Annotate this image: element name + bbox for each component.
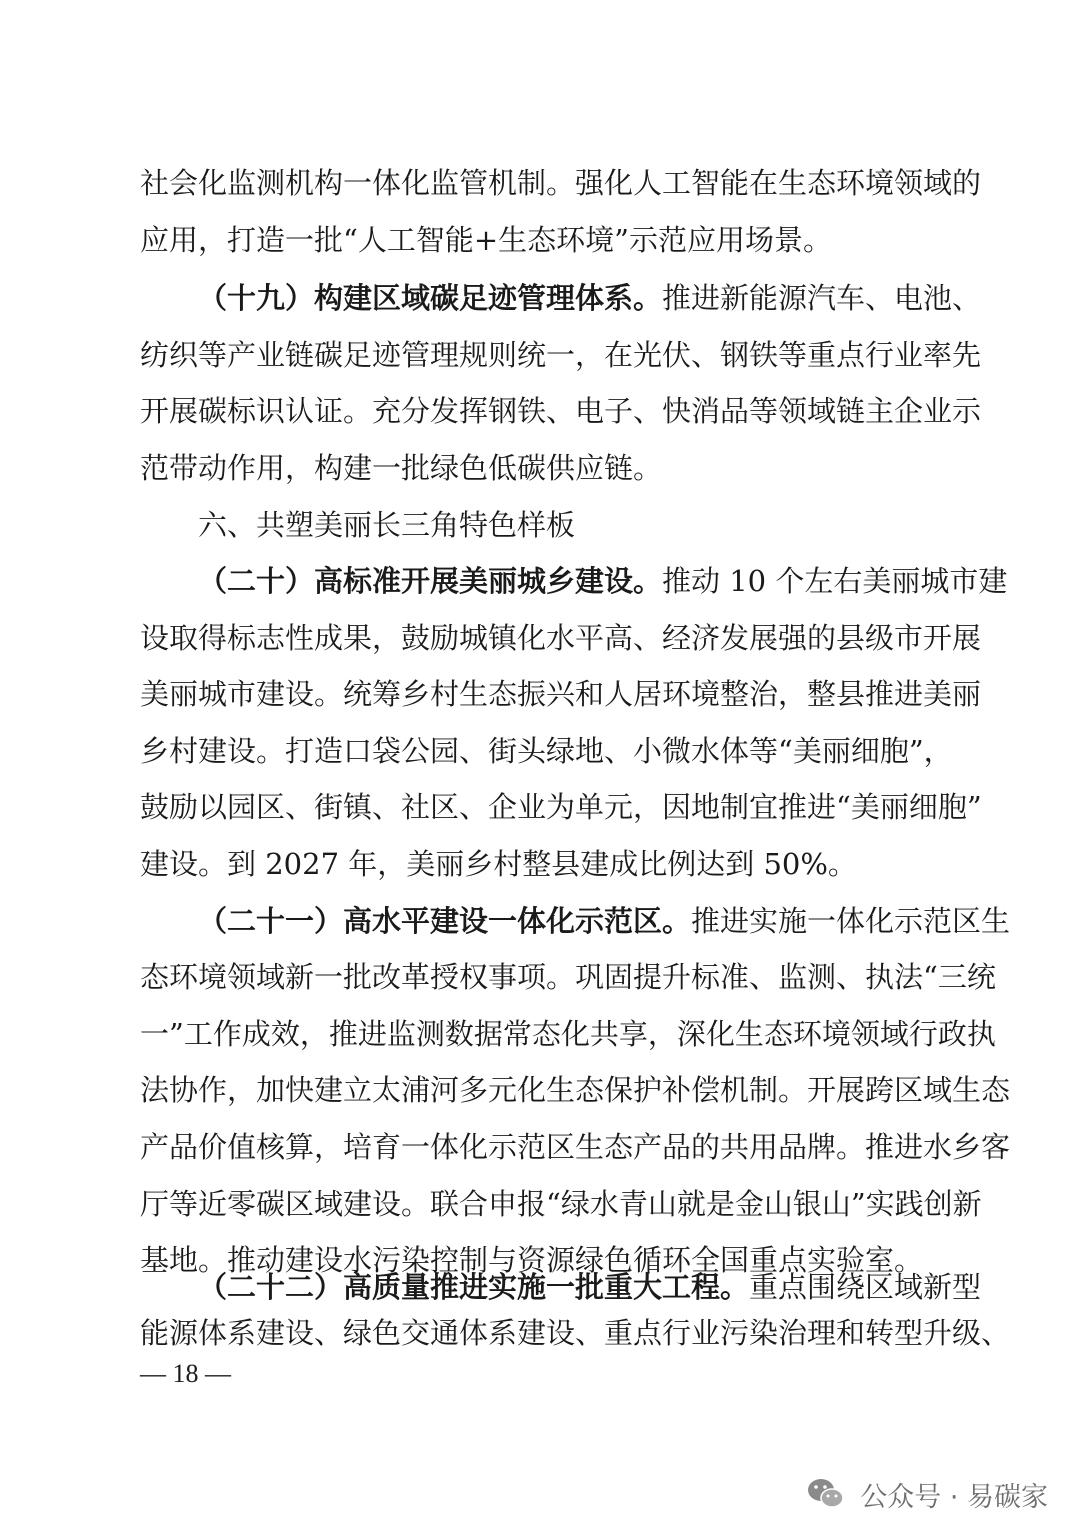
watermark bbox=[806, 1472, 1048, 1516]
body-text: 推动 10 个左右美丽城市建 bbox=[662, 564, 1008, 598]
body-text: 推进新能源汽车、电池、 bbox=[662, 281, 982, 315]
body-line: 能源体系建设、绿色交通体系建设、重点行业污染治理和转型升级、 bbox=[140, 1316, 1011, 1350]
section-paragraph-22 bbox=[198, 1270, 982, 1304]
body-line: 法协作，加快建立太浦河多元化生态保护补偿机制。开展跨区域生态 bbox=[140, 1073, 1011, 1107]
body-line: 产品价值核算，培育一体化示范区生态产品的共用品牌。推进水乡客 bbox=[140, 1130, 1011, 1164]
section-paragraph-20 bbox=[198, 564, 1008, 598]
section-paragraph-19 bbox=[198, 281, 982, 315]
section-heading: （二十）高标准开展美丽城乡建设。 bbox=[198, 564, 663, 598]
body-line: 范带动作用，构建一批绿色低碳供应链。 bbox=[140, 451, 663, 485]
body-line: 社会化监测机构一体化监管机制。强化人工智能在生态环境领域的 bbox=[140, 166, 982, 200]
body-line: 鼓励以园区、街镇、社区、企业为单元，因地制宜推进“美丽细胞” bbox=[140, 790, 982, 824]
section-heading: （二十一）高水平建设一体化示范区。 bbox=[198, 904, 692, 938]
section-paragraph-21 bbox=[198, 904, 1011, 938]
page-number: — 18 — bbox=[140, 1359, 231, 1388]
body-line: 一”工作成效，推进监测数据常态化共享，深化生态环境领域行政执 bbox=[140, 1017, 996, 1051]
body-text: 推进实施一体化示范区生 bbox=[691, 904, 1011, 938]
body-line: 开展碳标识认证。充分发挥钢铁、电子、快消品等领域链主企业示 bbox=[140, 394, 982, 428]
body-line: 基地。推动建设水污染控制与资源绿色循环全国重点实验室。 bbox=[140, 1243, 924, 1277]
body-line: 态环境领域新一批改革授权事项。巩固提升标准、监测、执法“三统 bbox=[140, 960, 996, 994]
body-line: 应用，打造一批“人工智能+生态环境”示范应用场景。 bbox=[140, 223, 832, 257]
wechat-icon bbox=[806, 1476, 846, 1512]
section-heading: （二十二）高质量推进实施一批重大工程。 bbox=[198, 1270, 750, 1304]
chapter-heading: 六、共塑美丽长三角特色样板 bbox=[198, 508, 576, 542]
body-line: 设取得标志性成果，鼓励城镇化水平高、经济发展强的县级市开展 bbox=[140, 621, 982, 655]
body-text: 重点围绕区域新型 bbox=[749, 1270, 982, 1304]
body-line: 美丽城市建设。统筹乡村生态振兴和人居环境整治，整县推进美丽 bbox=[140, 677, 982, 711]
watermark-text: 公众号 · 易碳家 bbox=[860, 1481, 1048, 1513]
section-heading: （十九）构建区域碳足迹管理体系。 bbox=[198, 281, 663, 315]
body-line: 建设。到 2027 年，美丽乡村整县建成比例达到 50%。 bbox=[140, 847, 857, 881]
body-line: 厅等近零碳区域建设。联合申报“绿水青山就是金山银山”实践创新 bbox=[140, 1187, 982, 1221]
body-line: 纺织等产业链碳足迹管理规则统一，在光伏、钢铁等重点行业率先 bbox=[140, 338, 982, 372]
body-line: 乡村建设。打造口袋公园、街头绿地、小微水体等“美丽细胞”， bbox=[140, 734, 953, 768]
